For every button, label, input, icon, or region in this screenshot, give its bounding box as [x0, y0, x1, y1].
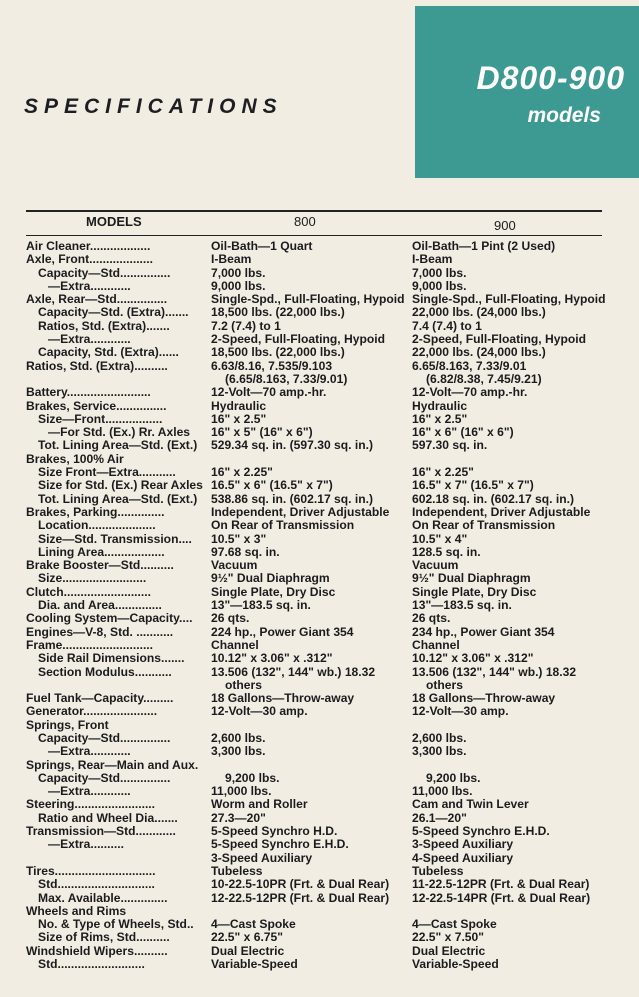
- spec-value-800: 12-Volt—70 amp.-hr.: [211, 386, 327, 400]
- table-row: [26, 852, 616, 865]
- spec-value-900: 128.5 sq. in.: [412, 545, 481, 559]
- spec-value-800: 13.506 (132", 144" wb.) 18.32: [211, 665, 376, 679]
- spec-label: Air Cleaner..................: [26, 240, 151, 253]
- spec-value-900: 3-Speed Auxiliary: [412, 838, 514, 852]
- spec-value-900: 16.5" x 7" (16.5" x 7"): [412, 479, 534, 493]
- spec-label: Frame...........................: [26, 638, 154, 652]
- spec-value-900: 16" x 6" (16" x 6"): [412, 426, 514, 440]
- table-row: [26, 719, 616, 732]
- spec-value-900: 26 qts.: [412, 612, 451, 626]
- spec-value-900: 6.65/8.163, 7.33/9.01: [412, 359, 527, 373]
- spec-label: Size—Std. Transmission....: [38, 532, 192, 546]
- spec-value-800: 6.63/8.16, 7.535/9.103: [211, 359, 333, 373]
- table-row: [26, 812, 616, 825]
- spec-label: —Extra............: [48, 745, 131, 759]
- table-row: [26, 280, 616, 293]
- table-row: [26, 626, 616, 639]
- spec-value-900: 3,300 lbs.: [412, 745, 467, 759]
- spec-value-900: 7.4 (7.4) to 1: [412, 319, 482, 333]
- spec-value-900: 16" x 2.25": [412, 466, 474, 480]
- spec-value-900: Independent, Driver Adjustable: [412, 505, 591, 519]
- table-row: [26, 798, 616, 811]
- spec-value-900: 2-Speed, Full-Floating, Hypoid: [412, 333, 587, 347]
- spec-value-900: 7,000 lbs.: [412, 266, 467, 280]
- spec-value-800: Tubeless: [211, 864, 263, 878]
- table-row: [26, 732, 616, 745]
- spec-value-800: 9½" Dual Diaphragm: [211, 572, 330, 586]
- spec-label: Capacity—Std...............: [38, 266, 171, 280]
- spec-label: Brakes, Parking..............: [26, 505, 165, 519]
- spec-value-800: Single Plate, Dry Disc: [211, 585, 336, 599]
- spec-value-800: 224 hp., Power Giant 354: [211, 625, 354, 639]
- spec-value-800: 12-Volt—30 amp.: [211, 705, 308, 719]
- spec-label: Generator......................: [26, 705, 158, 719]
- spec-value-800: [211, 453, 412, 466]
- spec-label: —Extra............: [48, 279, 131, 293]
- table-row: [26, 559, 616, 572]
- spec-value-800: 18,500 lbs. (22,000 lbs.): [211, 306, 345, 320]
- table-row: [26, 506, 616, 519]
- table-row: [26, 466, 616, 479]
- spec-value-800: 16" x 2.5": [211, 412, 267, 426]
- table-row: [26, 426, 616, 439]
- spec-label: —For Std. (Ex.) Rr. Axles: [48, 426, 191, 440]
- spec-label: Dia. and Area..............: [38, 599, 162, 613]
- spec-value-800: 18,500 lbs. (22,000 lbs.): [211, 346, 345, 360]
- spec-value-800: 9,200 lbs.: [225, 771, 280, 785]
- spec-value-900: I-Beam: [412, 253, 453, 267]
- table-row: [26, 759, 616, 772]
- spec-label: Capacity—Std. (Extra).......: [38, 306, 189, 320]
- badge-title: D800-900: [476, 60, 625, 96]
- table-row: [26, 386, 616, 399]
- spec-label: Windshield Wipers..........: [26, 944, 168, 958]
- column-header-800: 800: [294, 214, 316, 229]
- spec-label: Brake Booster—Std..........: [26, 559, 174, 573]
- spec-label: Max. Available..............: [38, 891, 168, 905]
- spec-value-800: 10.12" x 3.06" x .312": [211, 652, 333, 666]
- spec-value-800: 16.5" x 6" (16.5" x 7"): [211, 479, 333, 493]
- spec-label: Capacity—Std...............: [38, 731, 171, 745]
- table-row: [26, 546, 616, 559]
- table-row: [26, 612, 616, 625]
- spec-label: Section Modulus...........: [38, 665, 172, 679]
- spec-value-800: Dual Electric: [211, 944, 285, 958]
- table-row: [26, 253, 616, 266]
- spec-value-900: 22,000 lbs. (24,000 lbs.): [412, 346, 546, 360]
- spec-value-800: 97.68 sq. in.: [211, 545, 280, 559]
- spec-label: Tot. Lining Area—Std. (Ext.): [38, 492, 198, 506]
- table-row: [26, 479, 616, 492]
- spec-table: [26, 240, 616, 971]
- table-row: [26, 772, 616, 785]
- spec-value-800: 13"—183.5 sq. in.: [211, 599, 311, 613]
- spec-value-900: [412, 719, 616, 732]
- spec-value-900: others: [426, 678, 463, 692]
- spec-value-800: 18 Gallons—Throw-away: [211, 692, 355, 706]
- spec-label: [26, 852, 211, 865]
- spec-value-900: 597.30 sq. in.: [412, 439, 488, 453]
- spec-label: Axle, Front...................: [26, 253, 154, 267]
- table-row: [26, 572, 616, 585]
- spec-value-900: 10.5" x 4": [412, 532, 468, 546]
- spec-label: Location....................: [38, 519, 156, 533]
- table-row: [26, 453, 616, 466]
- spec-label: Fuel Tank—Capacity.........: [26, 692, 174, 706]
- spec-value-900: [412, 905, 616, 918]
- spec-value-900: 5-Speed Synchro E.H.D.: [412, 825, 550, 839]
- table-row: [26, 692, 616, 705]
- table-row: [26, 373, 616, 386]
- spec-value-800: 11,000 lbs.: [211, 785, 272, 799]
- spec-value-800: Single-Spd., Full-Floating, Hypoid: [211, 293, 405, 307]
- table-row: [26, 360, 616, 373]
- spec-value-900: Single-Spd., Full-Floating, Hypoid: [412, 293, 606, 307]
- spec-label: —Extra............: [48, 333, 131, 347]
- column-header-models: MODELS: [86, 214, 142, 229]
- spec-value-800: others: [225, 678, 262, 692]
- spec-value-900: 2,600 lbs.: [412, 731, 467, 745]
- spec-value-900: 9,200 lbs.: [426, 771, 481, 785]
- table-row: [26, 639, 616, 652]
- spec-value-800: [211, 759, 412, 772]
- table-row: [26, 785, 616, 798]
- table-row: [26, 599, 616, 612]
- spec-label: Side Rail Dimensions.......: [38, 652, 185, 666]
- table-row: [26, 745, 616, 758]
- page-title: SPECIFICATIONS: [24, 95, 283, 118]
- spec-value-800: 2,600 lbs.: [211, 731, 266, 745]
- spec-value-800: 538.86 sq. in. (602.17 sq. in.): [211, 492, 373, 506]
- table-row: [26, 400, 616, 413]
- spec-label: Size for Std. (Ex.) Rear Axles: [38, 479, 203, 493]
- spec-value-900: 26.1—20": [412, 811, 467, 825]
- spec-value-900: 13.506 (132", 144" wb.) 18.32: [412, 665, 577, 679]
- spec-value-900: (6.82/8.38, 7.45/9.21): [426, 372, 542, 386]
- spec-value-900: Tubeless: [412, 864, 464, 878]
- spec-value-800: Independent, Driver Adjustable: [211, 505, 390, 519]
- table-row: [26, 865, 616, 878]
- spec-value-900: 12-Volt—70 amp.-hr.: [412, 386, 528, 400]
- spec-value-900: 12-Volt—30 amp.: [412, 705, 509, 719]
- spec-value-800: 529.34 sq. in. (597.30 sq. in.): [211, 439, 373, 453]
- spec-value-900: 234 hp., Power Giant 354: [412, 625, 555, 639]
- table-row: [26, 905, 616, 918]
- spec-label: —Extra............: [48, 785, 131, 799]
- spec-value-800: 3-Speed Auxiliary: [211, 851, 313, 865]
- spec-value-800: Channel: [211, 638, 259, 652]
- spec-label: Ratios, Std. (Extra).......: [38, 319, 170, 333]
- spec-label: Ratios, Std. (Extra)..........: [26, 359, 168, 373]
- spec-value-900: 9,000 lbs.: [412, 279, 467, 293]
- spec-label: Steering........................: [26, 798, 156, 812]
- spec-value-900: 4-Speed Auxiliary: [412, 851, 514, 865]
- spec-value-800: 27.3—20": [211, 811, 266, 825]
- table-row: [26, 320, 616, 333]
- table-row: [26, 333, 616, 346]
- spec-label: [26, 679, 211, 692]
- spec-label: Std..........................: [38, 958, 145, 972]
- spec-value-900: Vacuum: [412, 559, 459, 573]
- spec-label: Size of Rims, Std..........: [38, 931, 170, 945]
- spec-value-800: 3,300 lbs.: [211, 745, 266, 759]
- spec-label: Brakes, Service...............: [26, 399, 167, 413]
- spec-label: Size—Front.................: [38, 412, 163, 426]
- spec-value-900: 10.12" x 3.06" x .312": [412, 652, 534, 666]
- spec-value-900: [412, 759, 616, 772]
- table-row: [26, 958, 616, 971]
- spec-label: Cooling System—Capacity....: [26, 612, 193, 626]
- spec-value-800: [211, 905, 412, 918]
- spec-value-900: Dual Electric: [412, 944, 486, 958]
- spec-label: Size.........................: [38, 572, 147, 586]
- table-row: [26, 519, 616, 532]
- spec-value-800: On Rear of Transmission: [211, 519, 355, 533]
- spec-value-900: 22,000 lbs. (24,000 lbs.): [412, 306, 546, 320]
- spec-value-900: 11,000 lbs.: [412, 785, 473, 799]
- spec-value-800: Vacuum: [211, 559, 258, 573]
- spec-value-800: 7.2 (7.4) to 1: [211, 319, 281, 333]
- spec-value-800: I-Beam: [211, 253, 252, 267]
- spec-value-900: 9½" Dual Diaphragm: [412, 572, 531, 586]
- spec-value-800: 10-22.5-10PR (Frt. & Dual Rear): [211, 878, 390, 892]
- spec-value-900: Hydraulic: [412, 399, 468, 413]
- spec-label: —Extra..........: [48, 838, 124, 852]
- table-row: [26, 586, 616, 599]
- table-row: [26, 945, 616, 958]
- table-row: [26, 493, 616, 506]
- spec-label: Lining Area..................: [38, 545, 165, 559]
- table-header-rule: [26, 235, 602, 236]
- spec-value-800: 5-Speed Synchro H.D.: [211, 825, 338, 839]
- spec-value-900: Channel: [412, 638, 460, 652]
- spec-value-900: Variable-Speed: [412, 958, 499, 972]
- spec-value-900: Cam and Twin Lever: [412, 798, 529, 812]
- column-header-900: 900: [494, 218, 516, 233]
- table-row: [26, 413, 616, 426]
- spec-value-800: 4—Cast Spoke: [211, 918, 296, 932]
- spec-label: Clutch..........................: [26, 585, 151, 599]
- spec-value-900: Oil-Bath—1 Pint (2 Used): [412, 240, 556, 253]
- spec-value-900: On Rear of Transmission: [412, 519, 556, 533]
- spec-value-800: 16" x 5" (16" x 6"): [211, 426, 313, 440]
- spec-label: Tot. Lining Area—Std. (Ext.): [38, 439, 198, 453]
- table-row: [26, 346, 616, 359]
- spec-value-800: Oil-Bath—1 Quart: [211, 240, 313, 253]
- spec-value-800: 10.5" x 3": [211, 532, 267, 546]
- spec-value-800: [211, 719, 412, 732]
- spec-value-900: 11-22.5-12PR (Frt. & Dual Rear): [412, 878, 590, 892]
- table-row: [26, 652, 616, 665]
- table-row: [26, 666, 616, 679]
- spec-value-800: 2-Speed, Full-Floating, Hypoid: [211, 333, 386, 347]
- spec-value-800: 26 qts.: [211, 612, 250, 626]
- table-row: [26, 918, 616, 931]
- table-row: [26, 838, 616, 851]
- model-badge: [415, 6, 639, 178]
- spec-value-800: 7,000 lbs.: [211, 266, 266, 280]
- spec-value-800: 16" x 2.25": [211, 466, 273, 480]
- spec-label: [26, 373, 211, 386]
- spec-label: Capacity—Std...............: [38, 771, 171, 785]
- spec-value-800: Variable-Speed: [211, 958, 298, 972]
- table-row: [26, 705, 616, 718]
- spec-label: Size Front—Extra...........: [38, 466, 176, 480]
- table-row: [26, 931, 616, 944]
- spec-label: Std.............................: [38, 878, 155, 892]
- table-row: [26, 825, 616, 838]
- spec-label: Axle, Rear—Std...............: [26, 293, 168, 307]
- spec-value-900: 18 Gallons—Throw-away: [412, 692, 556, 706]
- spec-value-900: 602.18 sq. in. (602.17 sq. in.): [412, 492, 574, 506]
- table-top-rule: [26, 210, 602, 212]
- spec-label: Springs, Rear—Main and Aux.: [26, 758, 199, 772]
- spec-label: Springs, Front: [26, 718, 109, 732]
- spec-value-900: 22.5" x 7.50": [412, 931, 484, 945]
- spec-value-800: 22.5" x 6.75": [211, 931, 283, 945]
- spec-label: Transmission—Std............: [26, 825, 176, 839]
- spec-label: Ratio and Wheel Dia.......: [38, 811, 178, 825]
- spec-value-900: 16" x 2.5": [412, 412, 468, 426]
- spec-value-900: Single Plate, Dry Disc: [412, 585, 537, 599]
- spec-label: Engines—V-8, Std. ...........: [26, 625, 174, 639]
- table-row: [26, 679, 616, 692]
- table-row: [26, 533, 616, 546]
- spec-label: Capacity, Std. (Extra)......: [38, 346, 179, 360]
- spec-label: Tires..............................: [26, 864, 156, 878]
- spec-value-900: 12-22.5-14PR (Frt. & Dual Rear): [412, 891, 591, 905]
- badge-subtitle: models: [527, 104, 601, 127]
- table-row: [26, 878, 616, 891]
- spec-label: No. & Type of Wheels, Std..: [38, 918, 194, 932]
- table-row: [26, 267, 616, 280]
- spec-value-900: 13"—183.5 sq. in.: [412, 599, 512, 613]
- spec-value-800: 12-22.5-12PR (Frt. & Dual Rear): [211, 891, 390, 905]
- spec-value-900: [412, 453, 616, 466]
- spec-value-800: (6.65/8.163, 7.33/9.01): [225, 372, 348, 386]
- spec-value-800: Hydraulic: [211, 399, 267, 413]
- spec-value-800: 5-Speed Synchro E.H.D.: [211, 838, 349, 852]
- table-row: [26, 293, 616, 306]
- table-row: [26, 892, 616, 905]
- spec-value-800: 9,000 lbs.: [211, 279, 266, 293]
- table-row: [26, 439, 616, 452]
- spec-value-800: Worm and Roller: [211, 798, 308, 812]
- table-row: [26, 240, 616, 253]
- table-row: [26, 306, 616, 319]
- spec-label: Wheels and Rims: [26, 904, 127, 918]
- spec-label: Battery.........................: [26, 386, 151, 400]
- spec-value-900: 4—Cast Spoke: [412, 918, 497, 932]
- spec-label: Brakes, 100% Air: [26, 452, 124, 466]
